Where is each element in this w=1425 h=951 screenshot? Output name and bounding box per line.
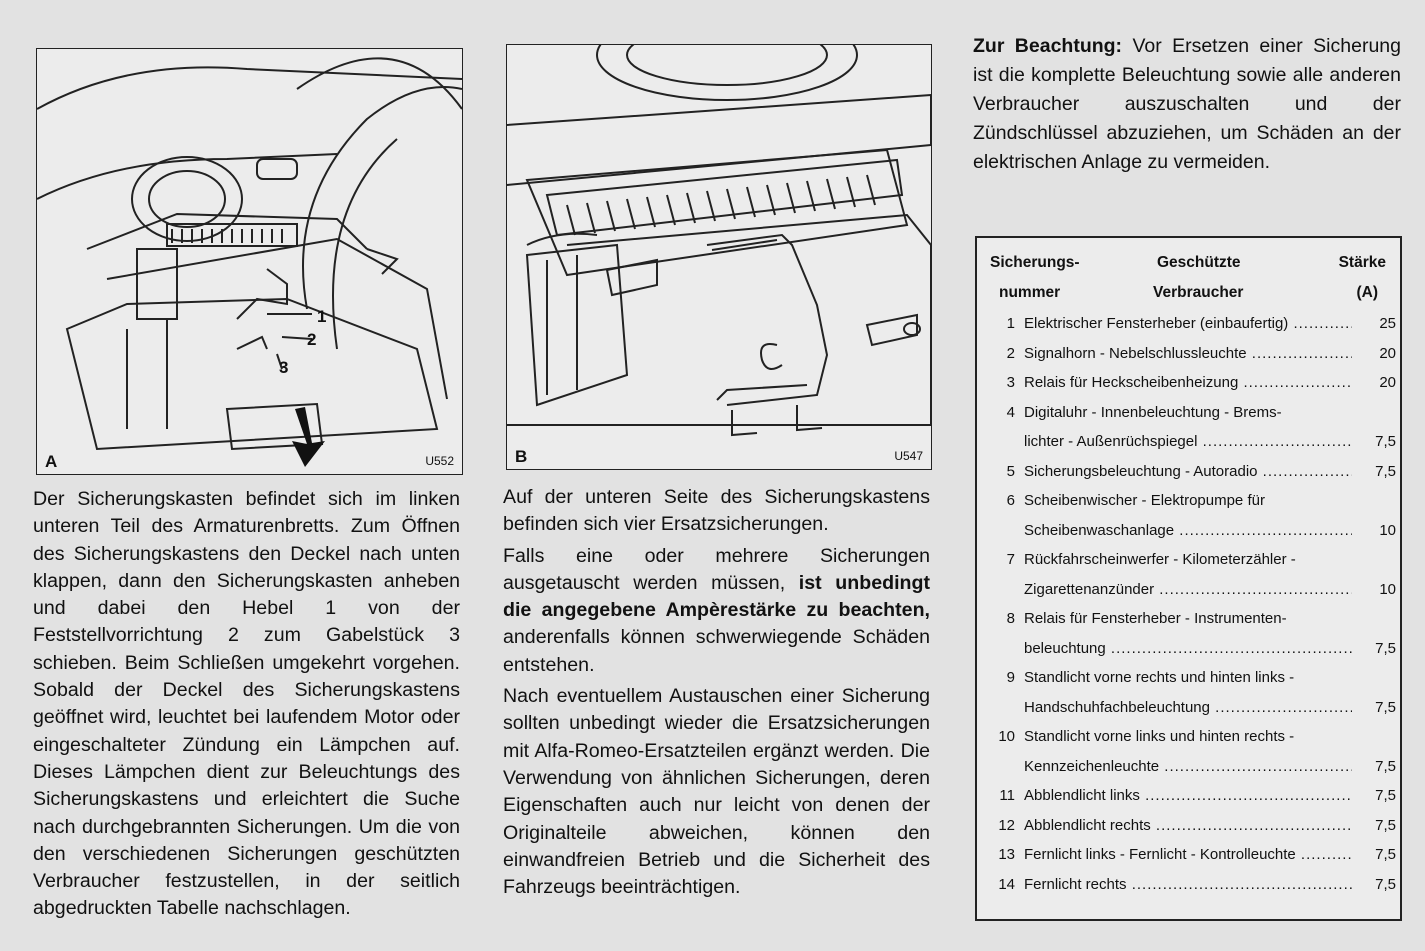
replacement-paragraph: Nach eventuellem Austauschen einer Sicherung sollten unbedingt wieder die Ersatzsicherungen mit Alfa-Romeo-Ersatzteilen ergänzt werden. Die Verwendung von ähnlichen Sicherungen, deren Eigenschaften auch nur leicht von denen der Originalteile abweichen, können den einwandfreien Betrieb und die Sicherheit des Fahrzeugs beeinträchtigen. (503, 685, 930, 899)
fuse-row (987, 516, 1396, 546)
fuse-number: 6 (1006, 492, 1015, 509)
header-strength-1: Stärke (1338, 254, 1386, 271)
attention-note (973, 32, 1401, 177)
fuse-amperage: 7,5 (1375, 433, 1396, 450)
ampere-warning-outro: anderenfalls können schwerwiegende Schäden entstehen. (503, 626, 930, 676)
fuse-consumer: lichter - Außenrüchspiegel ..... (1024, 433, 1352, 450)
fuse-number: 2 (1006, 344, 1015, 362)
fuse-amperage: 10 (1379, 580, 1396, 598)
ampere-warning-bold: ist unbedingt die angegebene Ampèrestärke zu beachten, (503, 571, 930, 622)
fuse-number: 13 (998, 846, 1015, 863)
figure-label: A (45, 452, 58, 471)
fuse-consumer: Scheibenwaschanlage ..... (1024, 522, 1352, 539)
fuse-consumer: beleuchtung ..... (1024, 640, 1352, 657)
fuse-box-location-illustration (37, 49, 462, 474)
fuse-number: 9 (1006, 669, 1015, 686)
fuse-consumer: Abblendlicht rechts ..... (1024, 817, 1352, 834)
fuse-box-instructions: Der Sicherungskasten befindet sich im linken unteren Teil des Armaturenbretts. Zum Öffnen des Sicherungskastens den Deckel nach unten klappen, dann den Sicherungskasten anheben und dabei den Hebel 1 von der Feststellvorrichtung 2 zum Gabelstück 3 schieben. Beim Schließen umgekehrt vorgehen. Sobald der Deckel des Sicherungskastens geöffnet wird, leuchtet bei laufendem Motor oder eingeschalteter Zündung ein Lämpchen auf. Dieses Lämpchen dient zur Beleuchtungs des Sicherungskastens und erleichtert die Suche nach durchgebrannten Sicherungen. Um die von den verschiedenen Sicherungen geschützten Verbraucher festzustellen, in der seitlich abgedruckten Tabelle nachschlagen. (33, 488, 460, 920)
fuse-row (987, 427, 1396, 457)
ampere-warning-intro: Falls eine oder mehrere Sicherungen ausgetauscht werden müssen, (503, 544, 930, 594)
fuse-number: 8 (1006, 610, 1015, 627)
callout-3: 3 (279, 358, 289, 377)
fuse-consumer: Standlicht vorne links und hinten rechts - (1024, 728, 1295, 745)
fuse-number: 12 (998, 816, 1015, 834)
fuse-amperage: 10 (1379, 521, 1396, 539)
fuse-amperage: 7,5 (1375, 816, 1396, 834)
fuse-consumer: Relais für Heckscheibenheizung ..... (1024, 374, 1352, 391)
fuse-consumer: Zigarettenanzünder ..... (1024, 581, 1352, 598)
fuse-row (987, 840, 1396, 870)
fuse-number: 11 (999, 787, 1015, 804)
fuse-number: 5 (1006, 462, 1015, 480)
fuse-amperage: 7,5 (1375, 639, 1396, 657)
fuse-row (987, 398, 1396, 428)
fuse-row (987, 722, 1396, 752)
callout-1: 1 (317, 307, 327, 326)
fuse-row (987, 663, 1396, 693)
fuse-consumer: Sicherungsbeleuchtung - Autoradio ..... (1024, 463, 1352, 480)
fuse-consumer: Scheibenwischer - Elektropumpe für (1024, 492, 1265, 509)
fuse-consumer: Signalhorn - Nebelschlussleuchte ..... (1024, 345, 1352, 362)
note-label: Zur Beachtung: (973, 35, 1123, 57)
fuse-row (987, 486, 1396, 516)
fuse-table (975, 236, 1402, 921)
fuse-row (987, 811, 1396, 841)
fuse-amperage: 25 (1379, 315, 1396, 332)
fuse-consumer: Rückfahrscheinwerfer - Kilometerzähler - (1024, 551, 1296, 568)
fuse-consumer: Abblendlicht links ..... (1024, 787, 1352, 804)
header-number-2: nummer (999, 284, 1061, 301)
figure-code: U552 (425, 454, 454, 468)
fuse-amperage: 7,5 (1375, 757, 1396, 775)
fuse-amperage: 7,5 (1375, 698, 1396, 716)
note-text: Vor Ersetzen einer Sicherung ist die komplette Beleuchtung sowie alle anderen Verbraucher auszuschalten und der Zündschlüssel abzuziehen, um Schäden an der elektrischen Anlage zu vermeiden. (973, 35, 1401, 173)
fuse-row (987, 781, 1396, 811)
fuse-number: 3 (1006, 374, 1015, 391)
fuse-row (987, 634, 1396, 664)
header-consumer-1: Geschützte (1157, 254, 1241, 271)
fuse-row (987, 870, 1396, 900)
fuse-amperage: 7,5 (1375, 462, 1396, 480)
fuse-row (987, 604, 1396, 634)
figure-code: U547 (894, 449, 923, 463)
spare-fuses-illustration (507, 45, 931, 469)
fuse-consumer: Relais für Fensterheber - Instrumenten- (1024, 610, 1287, 627)
figure-b (506, 44, 932, 470)
fuse-consumer: Fernlicht rechts ..... (1024, 876, 1352, 893)
fuse-number: 7 (1006, 551, 1015, 568)
figure-a (36, 48, 463, 475)
fuse-number: 4 (1006, 403, 1015, 421)
fuse-amperage: 20 (1379, 344, 1396, 362)
fuse-row (987, 309, 1396, 339)
fuse-consumer: Elektrischer Fensterheber (einbaufertig) ..... (1024, 315, 1352, 332)
column-1-text (33, 486, 460, 923)
fuse-amperage: 7,5 (1375, 787, 1396, 804)
fuse-row (987, 575, 1396, 605)
fuse-number: 10 (998, 728, 1015, 745)
fuse-number: 1 (1006, 315, 1015, 332)
column-2-text (503, 484, 930, 905)
fuse-consumer: Fernlicht links - Fernlicht - Kontrolleuchte ..... (1024, 846, 1352, 863)
header-consumer-2: Verbraucher (1153, 284, 1244, 301)
header-strength-2: (A) (1356, 284, 1378, 301)
spare-fuses-paragraph: Auf der unteren Seite des Sicherungskastens befinden sich vier Ersatzsicherungen. (503, 486, 930, 536)
fuse-amperage: 7,5 (1375, 875, 1396, 893)
fuse-row (987, 752, 1396, 782)
fuse-consumer: Handschuhfachbeleuchtung ..... (1024, 699, 1352, 716)
header-number-1: Sicherungs- (990, 254, 1080, 271)
figure-label: B (515, 447, 528, 466)
fuse-row (987, 545, 1396, 575)
fuse-consumer: Digitaluhr - Innenbeleuchtung - Brems- (1024, 403, 1282, 421)
fuse-row (987, 368, 1396, 398)
fuse-row (987, 339, 1396, 369)
ampere-warning-paragraph (503, 543, 930, 679)
fuse-consumer: Standlicht vorne rechts und hinten links - (1024, 669, 1295, 686)
fuse-consumer: Kennzeichenleuchte ..... (1024, 758, 1352, 775)
fuse-amperage: 20 (1379, 374, 1396, 391)
fuse-amperage: 7,5 (1375, 846, 1396, 863)
fuse-number: 14 (998, 875, 1015, 893)
callout-2: 2 (307, 330, 317, 349)
fuse-row (987, 693, 1396, 723)
fuse-row (987, 457, 1396, 487)
